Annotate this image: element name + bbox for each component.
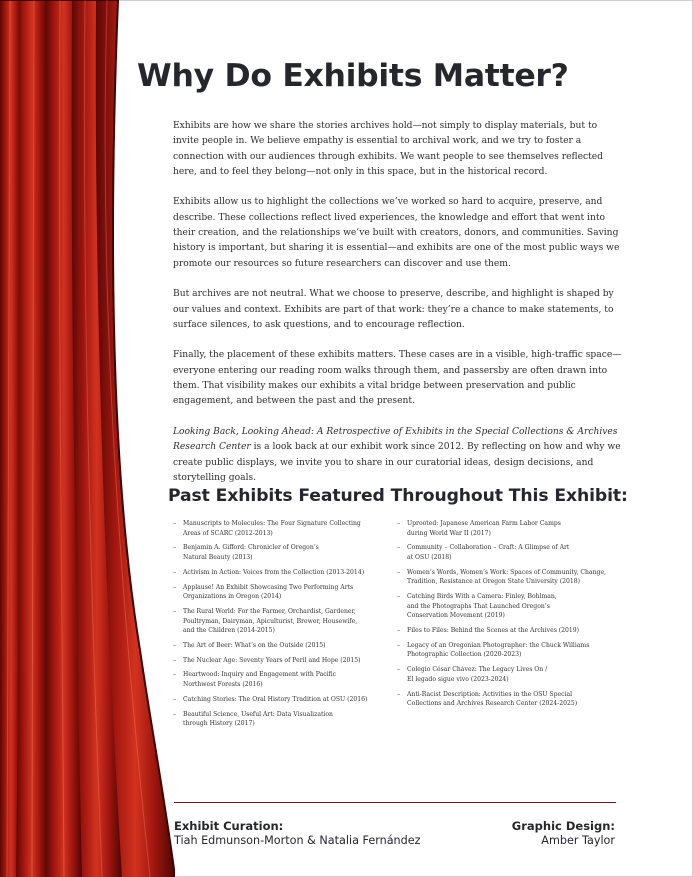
footer-divider [174,802,616,803]
list-item: – Activism in Action: Voices from the Collection (2013-2014) [173,568,388,578]
exhibit-title-italic: Looking Back, Looking Ahead: A Retrospective of Exhibits in the Special Collections & Archives Research Center [173,426,618,453]
list-item: – The Nuclear Age: Seventy Years of Peril and Hope (2015) [173,656,388,666]
list-item: – Beautiful Science, Useful Art: Data Visualization through History (2017) [173,710,388,729]
list-item: – Uprooted: Japanese American Farm Labor Camps during World War II (2017) [397,519,622,538]
design-name: Amber Taylor [541,834,615,847]
past-exhibits-heading: Past Exhibits Featured Throughout This Exhibit: [168,486,628,506]
list-item: – Catching Birds With a Camera: Finley, Bohlman, and the Photographs That Launched Oregon’s Conservation Movement (2019) [397,592,622,621]
list-item: – Anti-Racist Description: Activities in the OSU Special Collections and Archives Research Center (2024-2025) [397,690,622,709]
list-item: – Applause! An Exhibit Showcasing Two Performing Arts Organizations in Oregon (2014) [173,583,388,602]
past-exhibits-list-left [173,519,388,734]
closing-paragraph [173,425,623,486]
list-item: – Women’s Words, Women’s Work: Spaces of Community, Change, Tradition, Resistance at Oregon State University (2018) [397,568,622,587]
paragraph: Finally, the placement of these exhibits matters. These cases are in a visible, high-traffic space—everyone entering our reading room walks through them, and passersby are often drawn into them. That visibility makes our exhibits a vital bridge between preservation and public engagement, and between the past and the present. [173,350,622,407]
design-label: Graphic Design: [511,819,615,833]
paragraph: Exhibits are how we share the stories archives hold—not simply to display materials, but to invite people in. We believe empathy is essential to archival work, and we try to foster a connection with our audiences through exhibits. We want people to see themselves reflected here, and to feel they belong—not only in this space, but in the historical record. [173,121,604,177]
page-title: Why Do Exhibits Matter? [137,58,569,94]
paragraph: Exhibits allow us to highlight the collections we’ve worked so hard to acquire, preserve, and describe. These collections reflect lived experiences, the knowledge and effort that went into their creation, and the relationships we’ve built with creators, donors, and communities. Saving history is important, but sharing it is essential—and exhibits are one of the most public ways we promote our resources so future researchers can discover and use them. [173,197,620,269]
curation-names: Tiah Edmunson-Morton & Natalia Fernández [174,834,421,847]
red-curtain-illustration [0,0,175,877]
list-item: – Files to Files: Behind the Scenes at the Archives (2019) [397,626,622,636]
paragraph: But archives are not neutral. What we choose to preserve, describe, and highlight is shaped by our values and context. Exhibits are part of that work: they’re a chance to make statements, to surface silences, to ask questions, and to encourage reflection. [173,289,614,330]
list-item: – Benjamin A. Gifford: Chronicler of Oregon’s Natural Beauty (2013) [173,543,388,562]
list-item: – The Art of Beer: What’s on the Outside (2015) [173,641,388,651]
intro-text [173,119,623,501]
closing-text: is a look back at our exhibit work since 2012. By reflecting on how and why we create public displays, we invite you to share in our curatorial ideas, design decisions, and storytelling goals. [173,442,621,483]
list-item: – The Rural World: For the Farmer, Orchardist, Gardener, Poultryman, Dairyman, Apiculturist, Brewer, Housewife, and the Children (2014-2015) [173,607,388,636]
list-item: – Catching Stories: The Oral History Tradition at OSU (2016) [173,695,388,705]
list-item: – Manuscripts to Molecules: The Four Signature Collecting Areas of SCARC (2012-2013) [173,519,388,538]
list-item: – Legacy of an Oregonian Photographer: the Chuck Williams Photographic Collection (2020-2023) [397,641,622,660]
list-item: – Community – Collaboration – Craft: A Glimpse of Art at OSU (2018) [397,543,622,562]
list-item: – Heartwood: Inquiry and Engagement with Pacific Northwest Forests (2016) [173,670,388,689]
list-item: – Colegio César Chávez: The Legacy Lives On / El legado sigue vivo (2023-2024) [397,665,622,684]
past-exhibits-list-right [397,519,622,714]
curation-label: Exhibit Curation: [174,819,284,833]
